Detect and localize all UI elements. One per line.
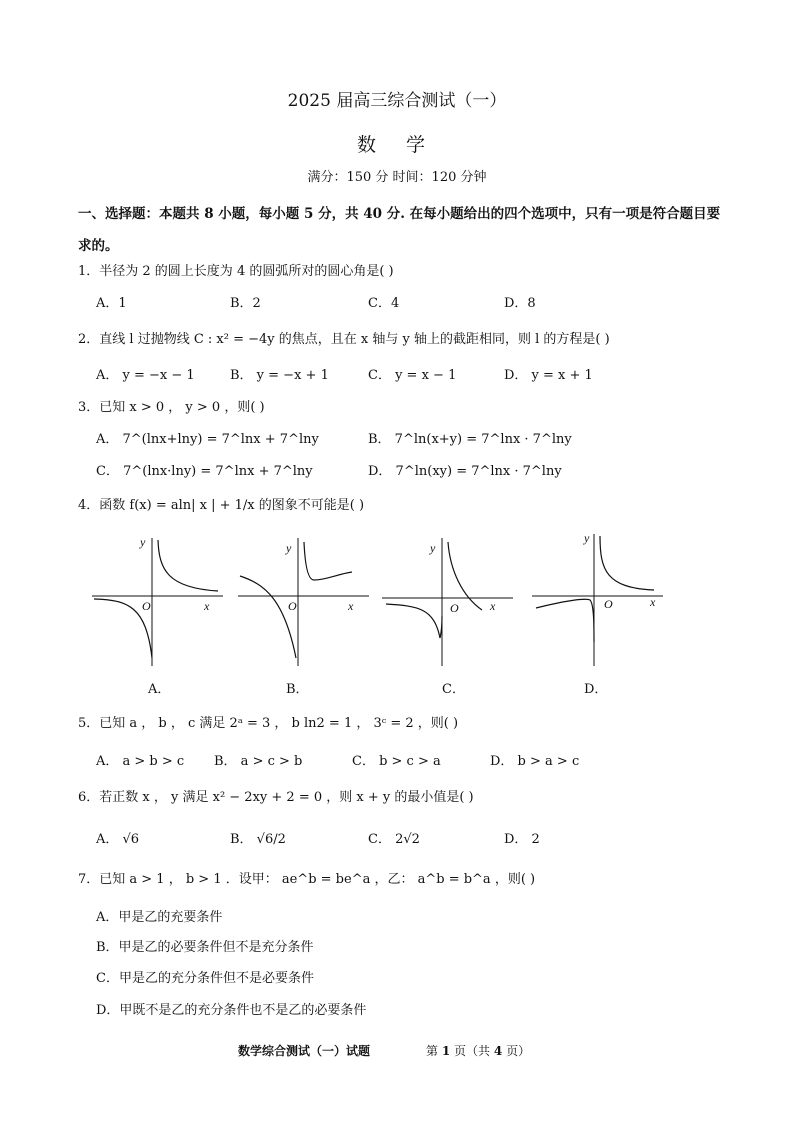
graph-c — [378, 530, 518, 670]
footer-page-prefix: 第 — [426, 1044, 439, 1058]
question-6-stem: 6．若正数 x ， y 满足 x² − 2xy + 2 = 0 ，则 x + y 的最小值是( ) — [78, 790, 474, 805]
graph-d-x-label: x — [650, 595, 656, 609]
graph-c-origin-label: O — [450, 601, 459, 615]
question-1-option-b: B．2 — [230, 296, 261, 311]
question-7-stem: 7．已知 a > 1 ， b > 1 ．设甲： ae^b = be^a ，乙： a^b = b^a ，则( ) — [78, 872, 536, 887]
question-4-stem: 4．函数 f(x) = aln| x | + 1/x 的图象不可能是( ) — [78, 498, 365, 513]
question-2-option-d: D． y = x + 1 — [504, 368, 593, 383]
exam-title: 2025 届高三综合测试（一） — [287, 91, 507, 111]
graph-d-y-label: y — [584, 531, 590, 545]
graph-d — [528, 530, 668, 670]
exam-meta: 满分：150 分 时间：120 分钟 — [307, 170, 487, 185]
graph-c-label: C． — [442, 682, 465, 697]
question-3-stem: 3．已知 x > 0 ， y > 0 ，则( ) — [78, 400, 265, 415]
question-3-option-d: D． 7^ln(xy) = 7^lnx · 7^lny — [368, 464, 562, 479]
graph-b-origin-label: O — [288, 599, 297, 613]
question-2-option-b: B． y = −x + 1 — [230, 368, 329, 383]
question-2-option-c: C． y = x − 1 — [368, 368, 457, 383]
question-2-stem: 2．直线 l 过抛物线 C : x² = −4y 的焦点，且在 x 轴与 y 轴上的截距相同，则 l 的方程是( ) — [78, 332, 610, 347]
question-5-option-b: B． a > c > b — [214, 754, 303, 769]
question-7-option-b: B．甲是乙的必要条件但不是充分条件 — [96, 940, 314, 955]
footer-page-total: 4 — [493, 1044, 503, 1058]
graph-c-y-label: y — [430, 541, 436, 555]
question-5-option-a: A． a > b > c — [96, 754, 185, 769]
graph-a-y-label: y — [140, 535, 146, 549]
question-1-option-d: D．8 — [504, 296, 536, 311]
question-3-option-b: B． 7^ln(x+y) = 7^lnx · 7^lny — [368, 432, 572, 447]
graph-d-origin-label: O — [604, 597, 613, 611]
graph-a — [88, 530, 228, 670]
footer-page-suffix: 页） — [506, 1044, 531, 1058]
question-6-option-d: D． 2 — [504, 832, 540, 847]
question-5-option-c: C． b > c > a — [352, 754, 441, 769]
graph-b-x-label: x — [348, 599, 354, 613]
subject-title: 数 学 — [356, 134, 438, 156]
question-3-option-c: C． 7^(lnx·lny) = 7^lnx + 7^lny — [96, 464, 313, 479]
question-5-stem: 5．已知 a ， b ， c 满足 2ᵃ = 3 ， b ln2 = 1 ， 3ᶜ = 2 ，则( ) — [78, 716, 459, 731]
graph-c-x-label: x — [490, 599, 496, 613]
graph-a-origin-label: O — [142, 599, 151, 613]
question-7-option-d: D．甲既不是乙的充分条件也不是乙的必要条件 — [96, 1003, 367, 1018]
graph-d-label: D． — [584, 682, 608, 697]
graph-a-x-label: x — [204, 599, 210, 613]
graph-b-label: B． — [286, 682, 309, 697]
question-3-option-a: A． 7^(lnx+lny) = 7^lnx + 7^lny — [96, 432, 319, 447]
section-heading: 一、选择题：本题共 8 小题，每小题 5 分，共 40 分. 在每小题给出的四个选项中，只有一项是符合题目要求的。 — [78, 206, 721, 254]
footer-page-mid: 页（共 — [454, 1044, 491, 1058]
question-1-stem: 1．半径为 2 的圆上长度为 4 的圆弧所对的圆心角是( ) — [78, 264, 394, 279]
footer-title: 数学综合测试（一）试题 — [238, 1044, 371, 1058]
question-7-option-a: A．甲是乙的充要条件 — [96, 910, 223, 925]
footer-page-number: 1 — [441, 1044, 451, 1058]
question-5-option-d: D． b > a > c — [490, 754, 580, 769]
footer-page-indicator — [426, 1042, 530, 1059]
question-6-option-c: C． 2√2 — [368, 832, 420, 847]
question-1-option-a: A．1 — [96, 296, 127, 311]
question-6-option-a: A． √6 — [96, 832, 140, 847]
question-2-option-a: A． y = −x − 1 — [96, 368, 195, 383]
question-7-option-c: C．甲是乙的充分条件但不是必要条件 — [96, 971, 314, 986]
graph-b — [234, 530, 374, 670]
question-6-option-b: B． √6/2 — [230, 832, 286, 847]
graph-a-label: A． — [148, 682, 171, 697]
graph-b-y-label: y — [286, 541, 292, 555]
question-1-option-c: C．4 — [368, 296, 400, 311]
